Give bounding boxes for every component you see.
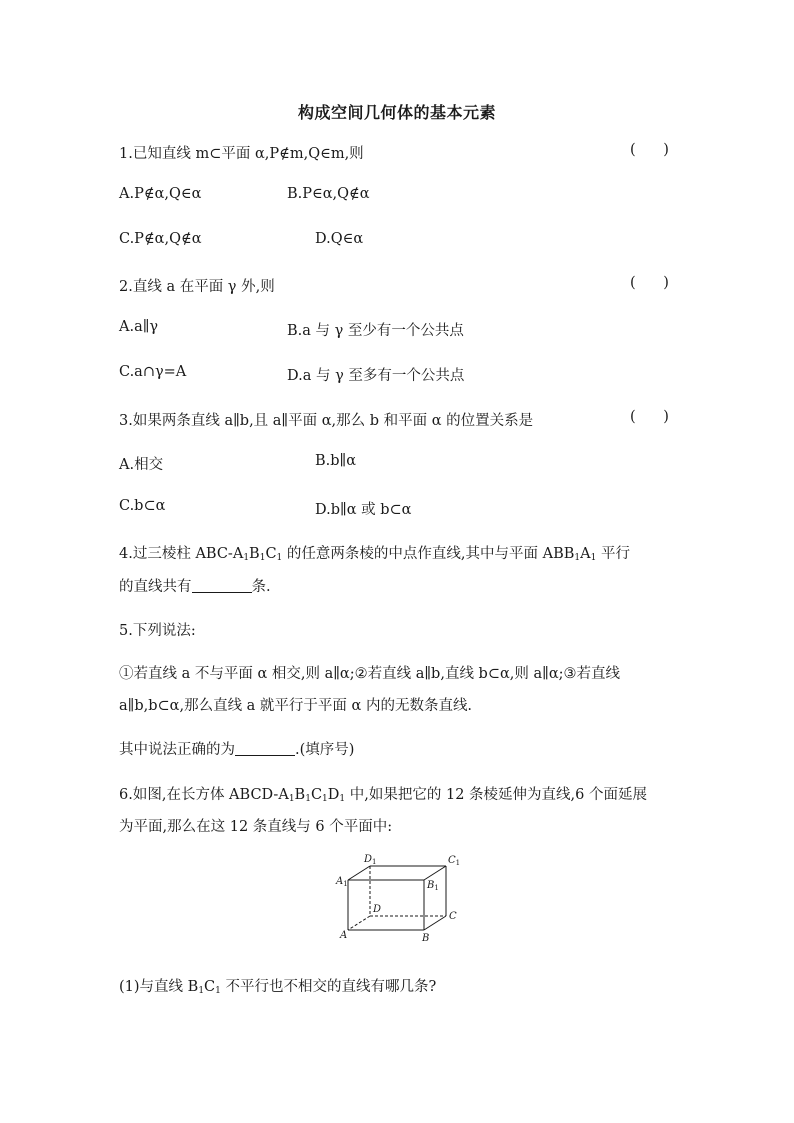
q6-sub-1: (1)与直线 $B_1C_1$ 不平行也不相交的直线有哪几条?: [119, 979, 437, 996]
q5-line-2: a∥b,b⊂α,那么直线 a 就平行于平面 α 内的无数条直线.: [119, 698, 473, 714]
q1-answer-paren: ( ): [630, 142, 669, 158]
q4-line-1: 4.过三棱柱 ABC-$A_1B_1C_1$ 的任意两条棱的中点作直线,其中与平面 $ABB_1A_1$ 平行: [119, 546, 630, 563]
edge-cb: [424, 916, 446, 930]
q5-answer-blank[interactable]: [235, 741, 295, 756]
q4-answer-blank[interactable]: [192, 578, 252, 593]
label-a1: $A_1$: [336, 876, 348, 888]
edge-a1d1: [348, 866, 370, 880]
q5-line-1: ①若直线 a 不与平面 α 相交,则 a∥α;②若直线 a∥b,直线 b⊂α,则 a∥α;③若直线: [119, 666, 621, 682]
q4-line-2: 的直线共有 条.: [119, 579, 271, 595]
q1-option-a: A.P∉α,Q∈α: [119, 186, 202, 202]
q2-option-b: B.a 与 γ 至少有一个公共点: [287, 323, 464, 339]
q5-stem: 5.下列说法:: [119, 623, 196, 639]
q1-option-b: B.P∈α,Q∉α: [287, 186, 370, 202]
label-a: A: [340, 930, 348, 941]
q3-option-c: C.b⊂α: [119, 498, 166, 514]
q2-answer-paren: ( ): [630, 275, 669, 291]
label-c: C: [449, 911, 457, 922]
q3-option-a: A.相交: [119, 457, 164, 473]
label-d: D: [373, 904, 382, 915]
q2-option-a: A.a∥γ: [119, 319, 159, 335]
cuboid-figure: [330, 852, 470, 948]
label-d1: $D_1$: [364, 854, 377, 866]
page-title: 构成空间几何体的基本元素: [297, 103, 496, 122]
q5-line-3: 其中说法正确的为 .(填序号): [119, 742, 355, 758]
label-c1: $C_1$: [448, 855, 461, 867]
q3-stem: 3.如果两条直线 a∥b,且 a∥平面 α,那么 b 和平面 α 的位置关系是: [119, 413, 534, 429]
q3-answer-paren: ( ): [630, 409, 669, 425]
q6-line-1: 6.如图,在长方体 ABCD-$A_1B_1C_1D_1$ 中,如果把它的 12 条棱延伸为直线,6 个面延展: [119, 787, 647, 804]
cuboid-diagram: [330, 852, 470, 944]
label-b1: $B_1$: [427, 880, 439, 892]
label-b: B: [422, 933, 430, 944]
q1-option-c: C.P∉α,Q∉α: [119, 231, 202, 247]
q2-stem: 2.直线 a 在平面 γ 外,则: [119, 279, 275, 295]
edge-c1b1: [424, 866, 446, 880]
q2-option-d: D.a 与 γ 至多有一个公共点: [287, 368, 465, 384]
q6-line-2: 为平面,那么在这 12 条直线与 6 个平面中:: [119, 819, 393, 835]
q1-stem: 1.已知直线 m⊂平面 α,P∉m,Q∈m,则: [119, 146, 364, 162]
q2-option-c: C.a∩γ=A: [119, 364, 187, 380]
q1-option-d: D.Q∈α: [315, 231, 364, 247]
q3-option-d: D.b∥α 或 b⊂α: [315, 502, 412, 518]
q3-option-b: B.b∥α: [315, 453, 357, 469]
edge-da-hidden: [348, 916, 370, 930]
